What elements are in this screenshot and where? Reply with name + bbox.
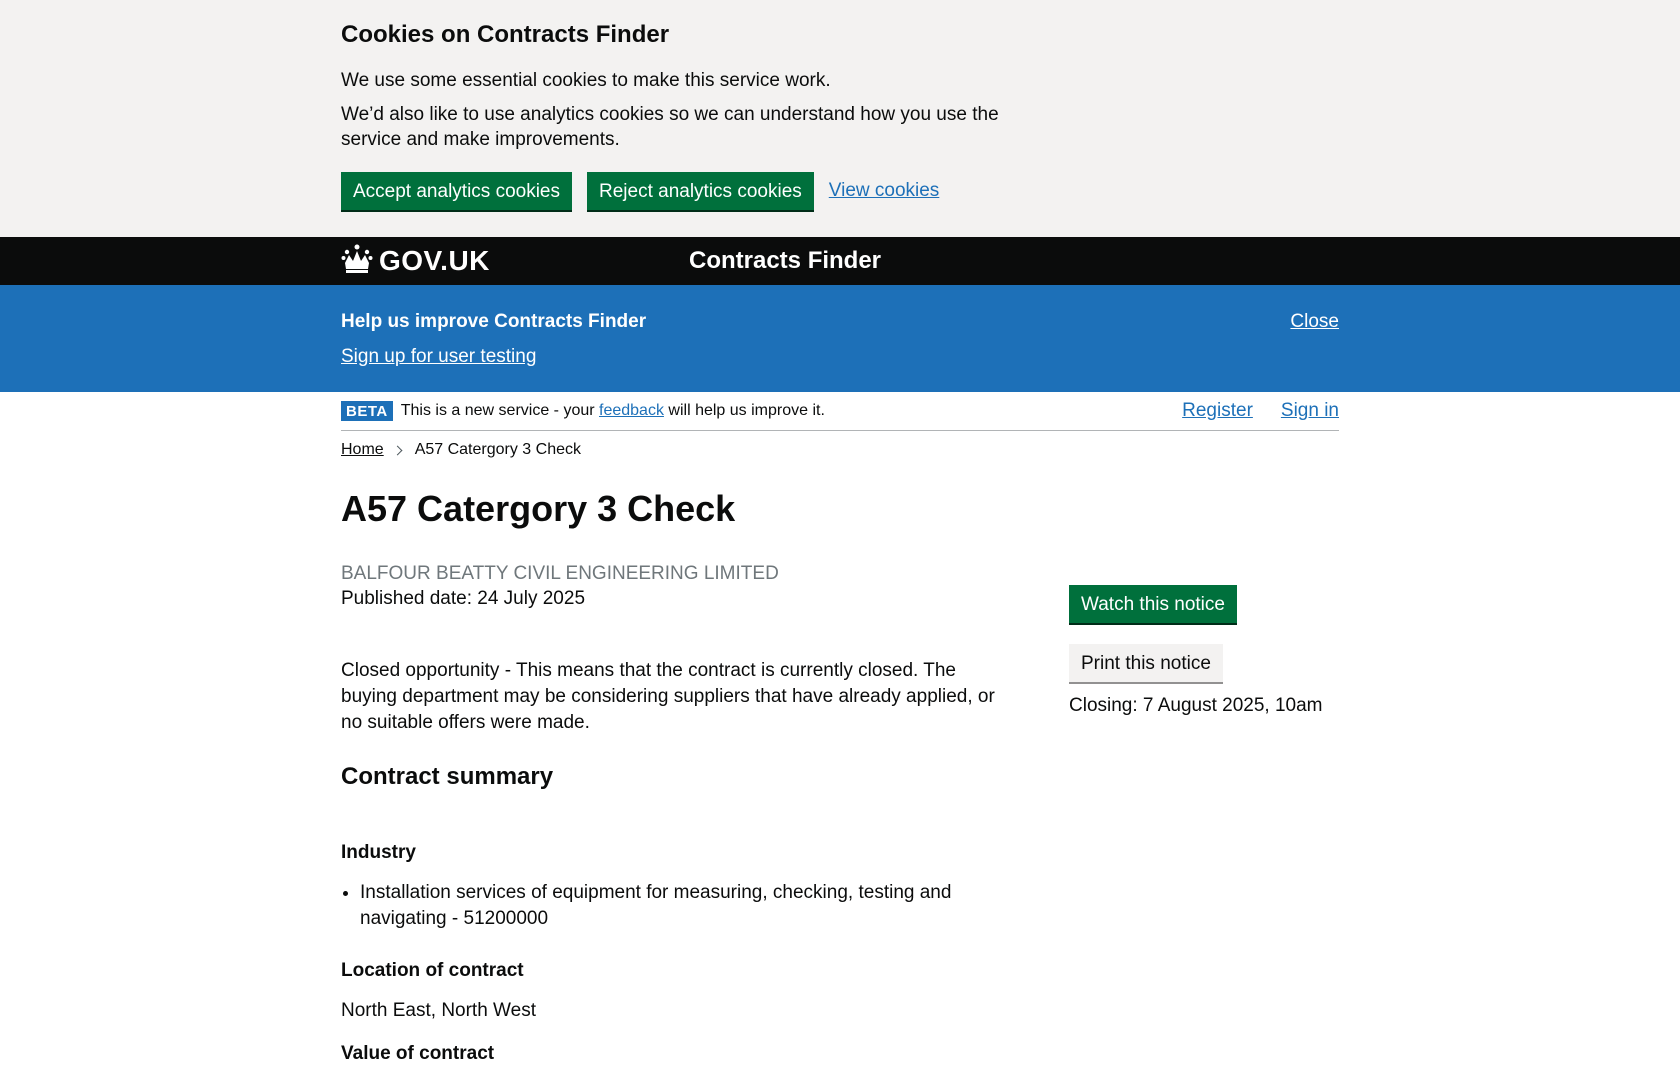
- value-of-contract-heading: Value of contract: [341, 1043, 495, 1064]
- govuk-logo[interactable]: [341, 243, 490, 280]
- service-name[interactable]: Contracts Finder: [689, 247, 882, 274]
- user-testing-link[interactable]: Sign up for user testing: [341, 346, 537, 367]
- phase-text-after: will help us improve it.: [663, 402, 825, 419]
- help-banner-title: Help us improve Contracts Finder: [341, 311, 647, 332]
- reject-analytics-cookies-button[interactable]: Reject analytics cookies: [587, 172, 814, 210]
- help-banner: [0, 285, 1680, 392]
- industry-list: [341, 880, 980, 932]
- view-cookies-link[interactable]: View cookies: [828, 180, 940, 201]
- govuk-logo-text: GOV.UK: [379, 245, 490, 276]
- organisation-name: BALFOUR BEATTY CIVIL ENGINEERING LIMITED: [341, 563, 779, 584]
- accept-analytics-cookies-button[interactable]: Accept analytics cookies: [341, 172, 572, 210]
- chevron-right-icon: [392, 445, 402, 455]
- beta-tag: BETA: [341, 401, 393, 421]
- print-notice-button[interactable]: Print this notice: [1069, 644, 1223, 682]
- location-value: North East, North West: [341, 1000, 536, 1021]
- cookie-actions: [341, 172, 1339, 210]
- register-link[interactable]: Register: [1182, 400, 1253, 421]
- cookie-banner-title: Cookies on Contracts Finder: [341, 21, 670, 48]
- page-title: A57 Catergory 3 Check: [341, 488, 736, 529]
- notice-sidebar: [1069, 561, 1323, 1066]
- site-header: [0, 237, 1680, 285]
- feedback-link[interactable]: feedback: [599, 402, 664, 419]
- watch-notice-button[interactable]: Watch this notice: [1069, 585, 1237, 623]
- breadcrumb-home-link[interactable]: Home: [341, 441, 384, 458]
- breadcrumb-current: A57 Catergory 3 Check: [414, 441, 581, 458]
- industry-heading: Industry: [341, 842, 416, 863]
- cookie-banner: [0, 0, 1680, 237]
- location-heading: Location of contract: [341, 960, 524, 981]
- phase-text-before: This is a new service - your: [400, 402, 600, 419]
- notice-status-text: Closed opportunity - This means that the contract is currently closed. The buying department may be considering suppliers that have already applied, or no suitable offers were made.: [341, 660, 995, 733]
- cookie-banner-text: We use some essential cookies to make this service work.: [341, 70, 831, 91]
- phase-banner: [341, 392, 1339, 431]
- help-banner-close-link[interactable]: Close: [1290, 311, 1339, 332]
- list-item: • Installation services of equipment for measuring, checking, testing and navigating - 51200000: [360, 880, 980, 932]
- cookie-banner-analytics-text: We’d also like to use analytics cookies so we can understand how you use the service and make improvements.: [341, 104, 999, 150]
- published-date: Published date: 24 July 2025: [341, 588, 586, 609]
- crown-icon: [341, 243, 373, 280]
- sign-in-link[interactable]: Sign in: [1280, 400, 1339, 421]
- notice-main: [341, 561, 1021, 1066]
- contract-summary-heading: Contract summary: [341, 763, 554, 790]
- closing-date: Closing: 7 August 2025, 10am: [1069, 695, 1323, 716]
- breadcrumb: [341, 441, 1339, 459]
- account-links: [1182, 400, 1339, 422]
